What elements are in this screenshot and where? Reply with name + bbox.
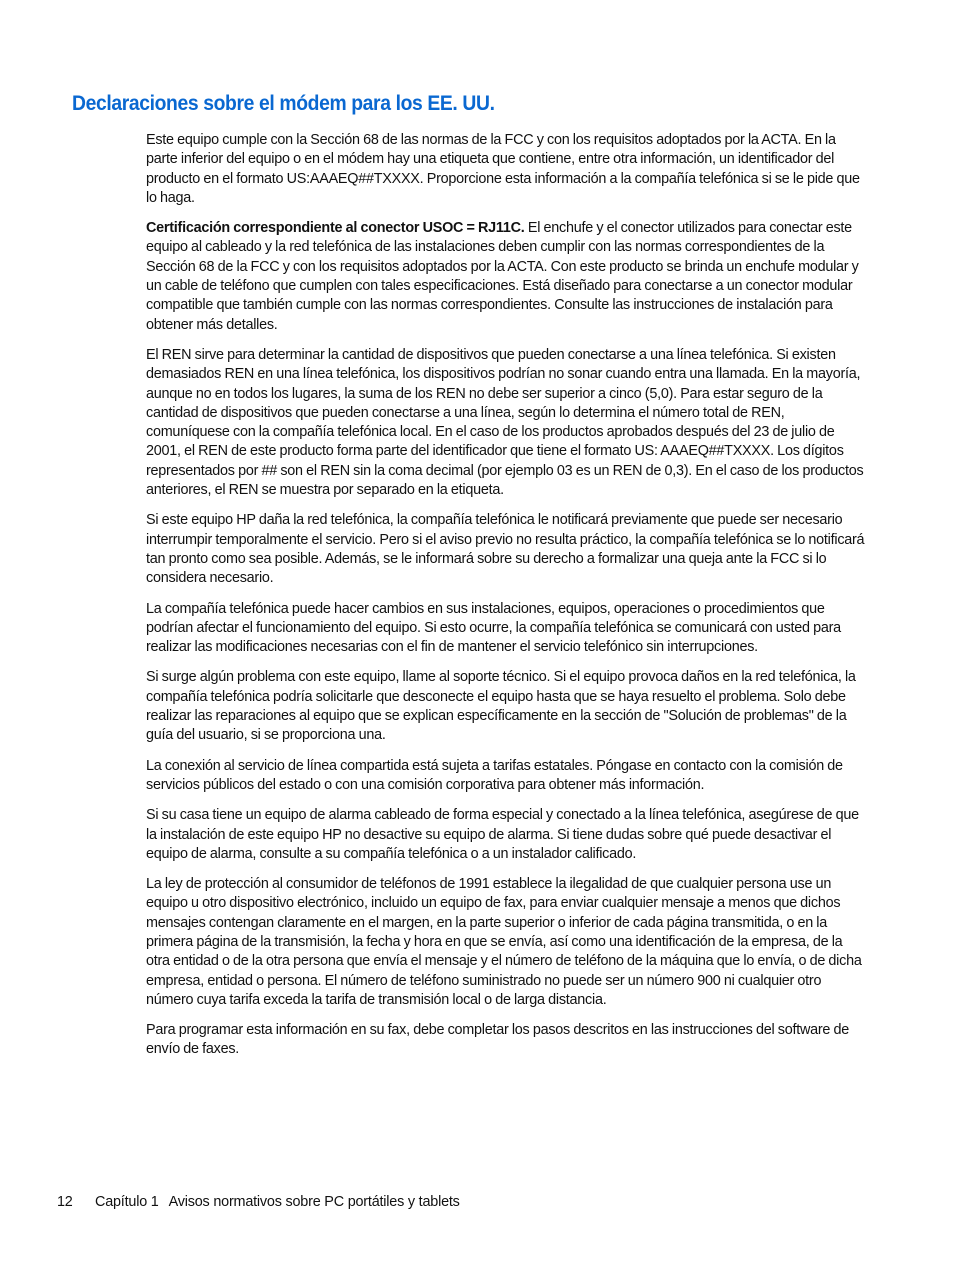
paragraph	[146, 668, 868, 745]
paragraph-lead-bold: Certificación correspondiente al conector USOC = RJ11C.	[146, 220, 525, 237]
paragraph-text: El REN sirve para determinar la cantidad de dispositivos que pueden conectarse a una línea telefónica. Si existen demasiados REN en una línea telefónica, los dispositivos podrían no sonar cuando entra una llamada. En la mayoría, aunque no en todos los lugares, la suma de los REN no debe ser superior a cinco (5,0). Para estar seguro de la cantidad de dispositivos que pueden conectarse a una línea, según lo determina el número total de REN, comuníquese con la compañía telefónica local. En el caso de los productos aprobados después del 23 de julio de 2001, el REN de este producto forma parte del identificador que tiene el formato US: AAAEQ##TXXXX. Los dígitos representados por ## son el REN sin la coma decimal (por ejemplo 03 es un REN de 0,3). En el caso de los productos anteriores, el REN se muestra por separado en la etiqueta.	[146, 346, 864, 499]
paragraph	[146, 131, 868, 208]
paragraph	[146, 1021, 868, 1060]
paragraph-text: La compañía telefónica puede hacer cambios en sus instalaciones, equipos, operaciones o procedimientos que podrían afectar el funcionamiento del equipo. Si esto ocurre, la compañía telefónica se comunicará con usted para realizar las modificaciones necesarias con el fin de mantener el servicio telefónico sin interrupciones.	[146, 600, 841, 656]
paragraph	[146, 757, 868, 796]
paragraph-text: La ley de protección al consumidor de teléfonos de 1991 establece la ilegalidad de que cualquier persona use un equipo u otro dispositivo electrónico, incluido un equipo de fax, para enviar cualquier mensaje a menos que dichos mensajes contengan claramente en el margen, en la parte superior o inferior de cada página transmitida, o en la primera página de la transmisión, la fecha y hora en que se envía, así como una identificación de la empresa, de la otra entidad o de la otra persona que envía el mensaje y el número de teléfono de la máquina que lo envía, o de dicha empresa, entidad o persona. El número de teléfono suministrado no puede ser un número 900 ni cualquier otro número cuya tarifa exceda la tarifa de transmisión local o de larga distancia.	[146, 876, 862, 1008]
footer-chapter-title: Avisos normativos sobre PC portátiles y tablets	[168, 1194, 460, 1210]
paragraph	[146, 806, 868, 864]
paragraph-text: La conexión al servicio de línea compartida está sujeta a tarifas estatales. Póngase en contacto con la comisión de servicios públicos del estado o con una comisión corporativa para obtener más información.	[146, 757, 843, 793]
page-footer	[57, 1193, 460, 1212]
paragraph-text: Para programar esta información en su fax, debe completar los pasos descritos en las instrucciones del software de envío de faxes.	[146, 1022, 849, 1058]
page-number: 12	[57, 1194, 73, 1210]
paragraph-text: Si este equipo HP daña la red telefónica, la compañía telefónica le notificará previamente que puede ser necesario interrumpir temporalmente el servicio. Pero si el aviso previo no resulta práctico, la compañía telefónica se lo notificará tan pronto como sea posible. Además, se le informará sobre su derecho a formalizar una queja ante la FCC si lo considera necesario.	[146, 512, 865, 587]
paragraph	[146, 875, 868, 1010]
paragraph-text: Si su casa tiene un equipo de alarma cableado de forma especial y conectado a la línea telefónica, asegúrese de que la instalación de este equipo HP no desactive su equipo de alarma. Si tiene dudas sobre qué puede desactivar el equipo de alarma, consulte a su compañía telefónica o a un instalador calificado.	[146, 807, 859, 862]
paragraph	[146, 346, 868, 500]
page-title: Declaraciones sobre el módem para los EE. UU.	[72, 92, 495, 115]
paragraph-text: El enchufe y el conector utilizados para conectar este equipo al cableado y la red telefónica de las instalaciones deben cumplir con las normas correspondientes de la Sección 68 de la FCC y con los requisitos adoptados por la ACTA. Con este producto se brinda un enchufe modular y un cable de teléfono que cumplen con tales especificaciones. Está diseñado para conectarse a un conector modular compatible que también cumple con las normas correspondientes. Consulte las instrucciones de instalación para obtener más detalles.	[146, 220, 859, 333]
paragraph	[146, 600, 868, 658]
paragraph-text: Este equipo cumple con la Sección 68 de las normas de la FCC y con los requisitos adoptados por la ACTA. En la parte inferior del equipo o en el módem hay una etiqueta que contiene, entre otra información, un identificador del producto en el formato US:AAAEQ##TXXXX. Proporcione esta información a la compañía telefónica si se le pide que lo haga.	[146, 132, 860, 206]
footer-chapter: Capítulo 1	[95, 1194, 159, 1210]
paragraph	[146, 511, 868, 588]
paragraph-text: Si surge algún problema con este equipo, llame al soporte técnico. Si el equipo provoca daños en la red telefónica, la compañía telefónica podría solicitarle que desconecte el equipo hasta que se haya resuelto el problema. Solo debe realizar las reparaciones al equipo que se explican específicamente en la sección de "Solución de problemas" de la guía del usuario, si se proporciona una.	[146, 669, 856, 744]
document-body	[146, 131, 868, 1071]
paragraph	[146, 219, 868, 335]
